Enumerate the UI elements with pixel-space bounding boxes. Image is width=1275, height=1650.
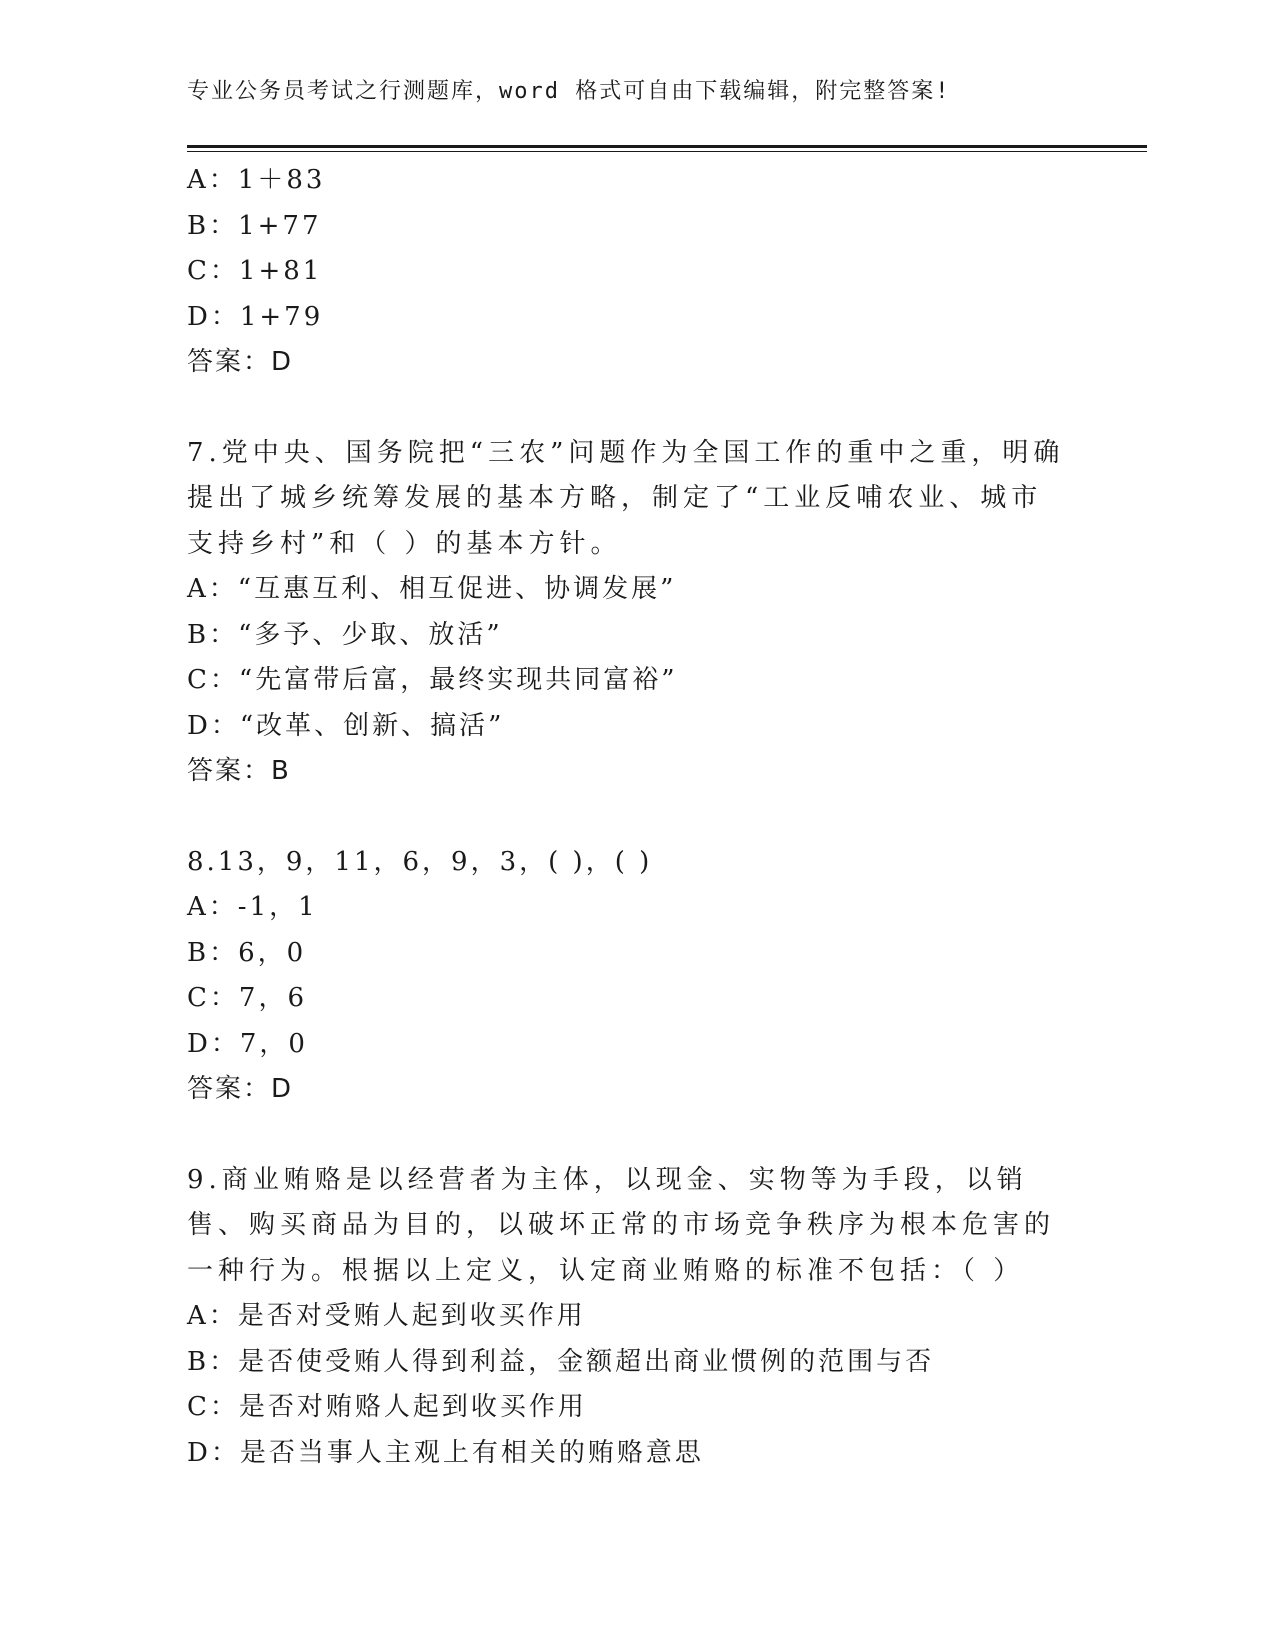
option-b: B：“多予、少取、放活” (187, 619, 503, 650)
questions-content (187, 158, 1067, 1476)
answer-label: 答案：D (187, 347, 294, 377)
question-9 (187, 1158, 1067, 1477)
option-d: D：“改革、创新、搞活” (187, 710, 505, 741)
option-d: D：是否当事人主观上有相关的贿赂意思 (187, 1437, 704, 1468)
option-c: C：是否对贿赂人起到收买作用 (187, 1392, 587, 1422)
question-7 (187, 431, 1067, 795)
option-d: D：7，0 (187, 1028, 308, 1059)
header-rule-thick (187, 145, 1147, 148)
question-stem: 7.党中央、国务院把“三农”问题作为全国工作的重中之重，明确提出了城乡统筹发展的基本方略，制定了“工业反哺农业、城市支持乡村”和（ ）的基本方针。 (187, 437, 1065, 559)
answer-label: 答案：B (187, 756, 291, 786)
option-b: B：1+77 (187, 210, 322, 241)
option-c: C：“先富带后富，最终实现共同富裕” (187, 665, 678, 695)
option-a: A：是否对受贿人起到收买作用 (187, 1301, 586, 1331)
page-header: 专业公务员考试之行测题库，word 格式可自由下载编辑，附完整答案! (187, 79, 951, 104)
question-stem: 9.商业贿赂是以经营者为主体，以现金、实物等为手段，以销售、购买商品为目的，以破坏正常的市场竞争秩序为根本危害的一种行为。根据以上定义，认定商业贿赂的标准不包括：（ ） (187, 1164, 1056, 1286)
option-d: D：1+79 (187, 301, 324, 332)
option-c: C：1+81 (187, 256, 323, 286)
question-6 (187, 158, 1067, 386)
spacer (187, 1113, 1067, 1158)
option-a: A：“互惠互利、相互促进、协调发展” (187, 574, 677, 604)
option-a: A：-1，1 (187, 892, 318, 922)
question-stem: 8.13，9，11，6，9，3，( )，( ) (187, 846, 653, 877)
answer-label: 答案：D (187, 1074, 294, 1104)
option-b: B：6，0 (187, 937, 307, 968)
header-rule-thin (187, 151, 1147, 152)
spacer (187, 386, 1067, 431)
spacer (187, 795, 1067, 840)
question-8 (187, 840, 1067, 1113)
option-a: A：1＋83 (187, 165, 326, 195)
option-c: C：7，6 (187, 983, 307, 1013)
option-b: B：是否使受贿人得到利益，金额超出商业惯例的范围与否 (187, 1346, 935, 1377)
